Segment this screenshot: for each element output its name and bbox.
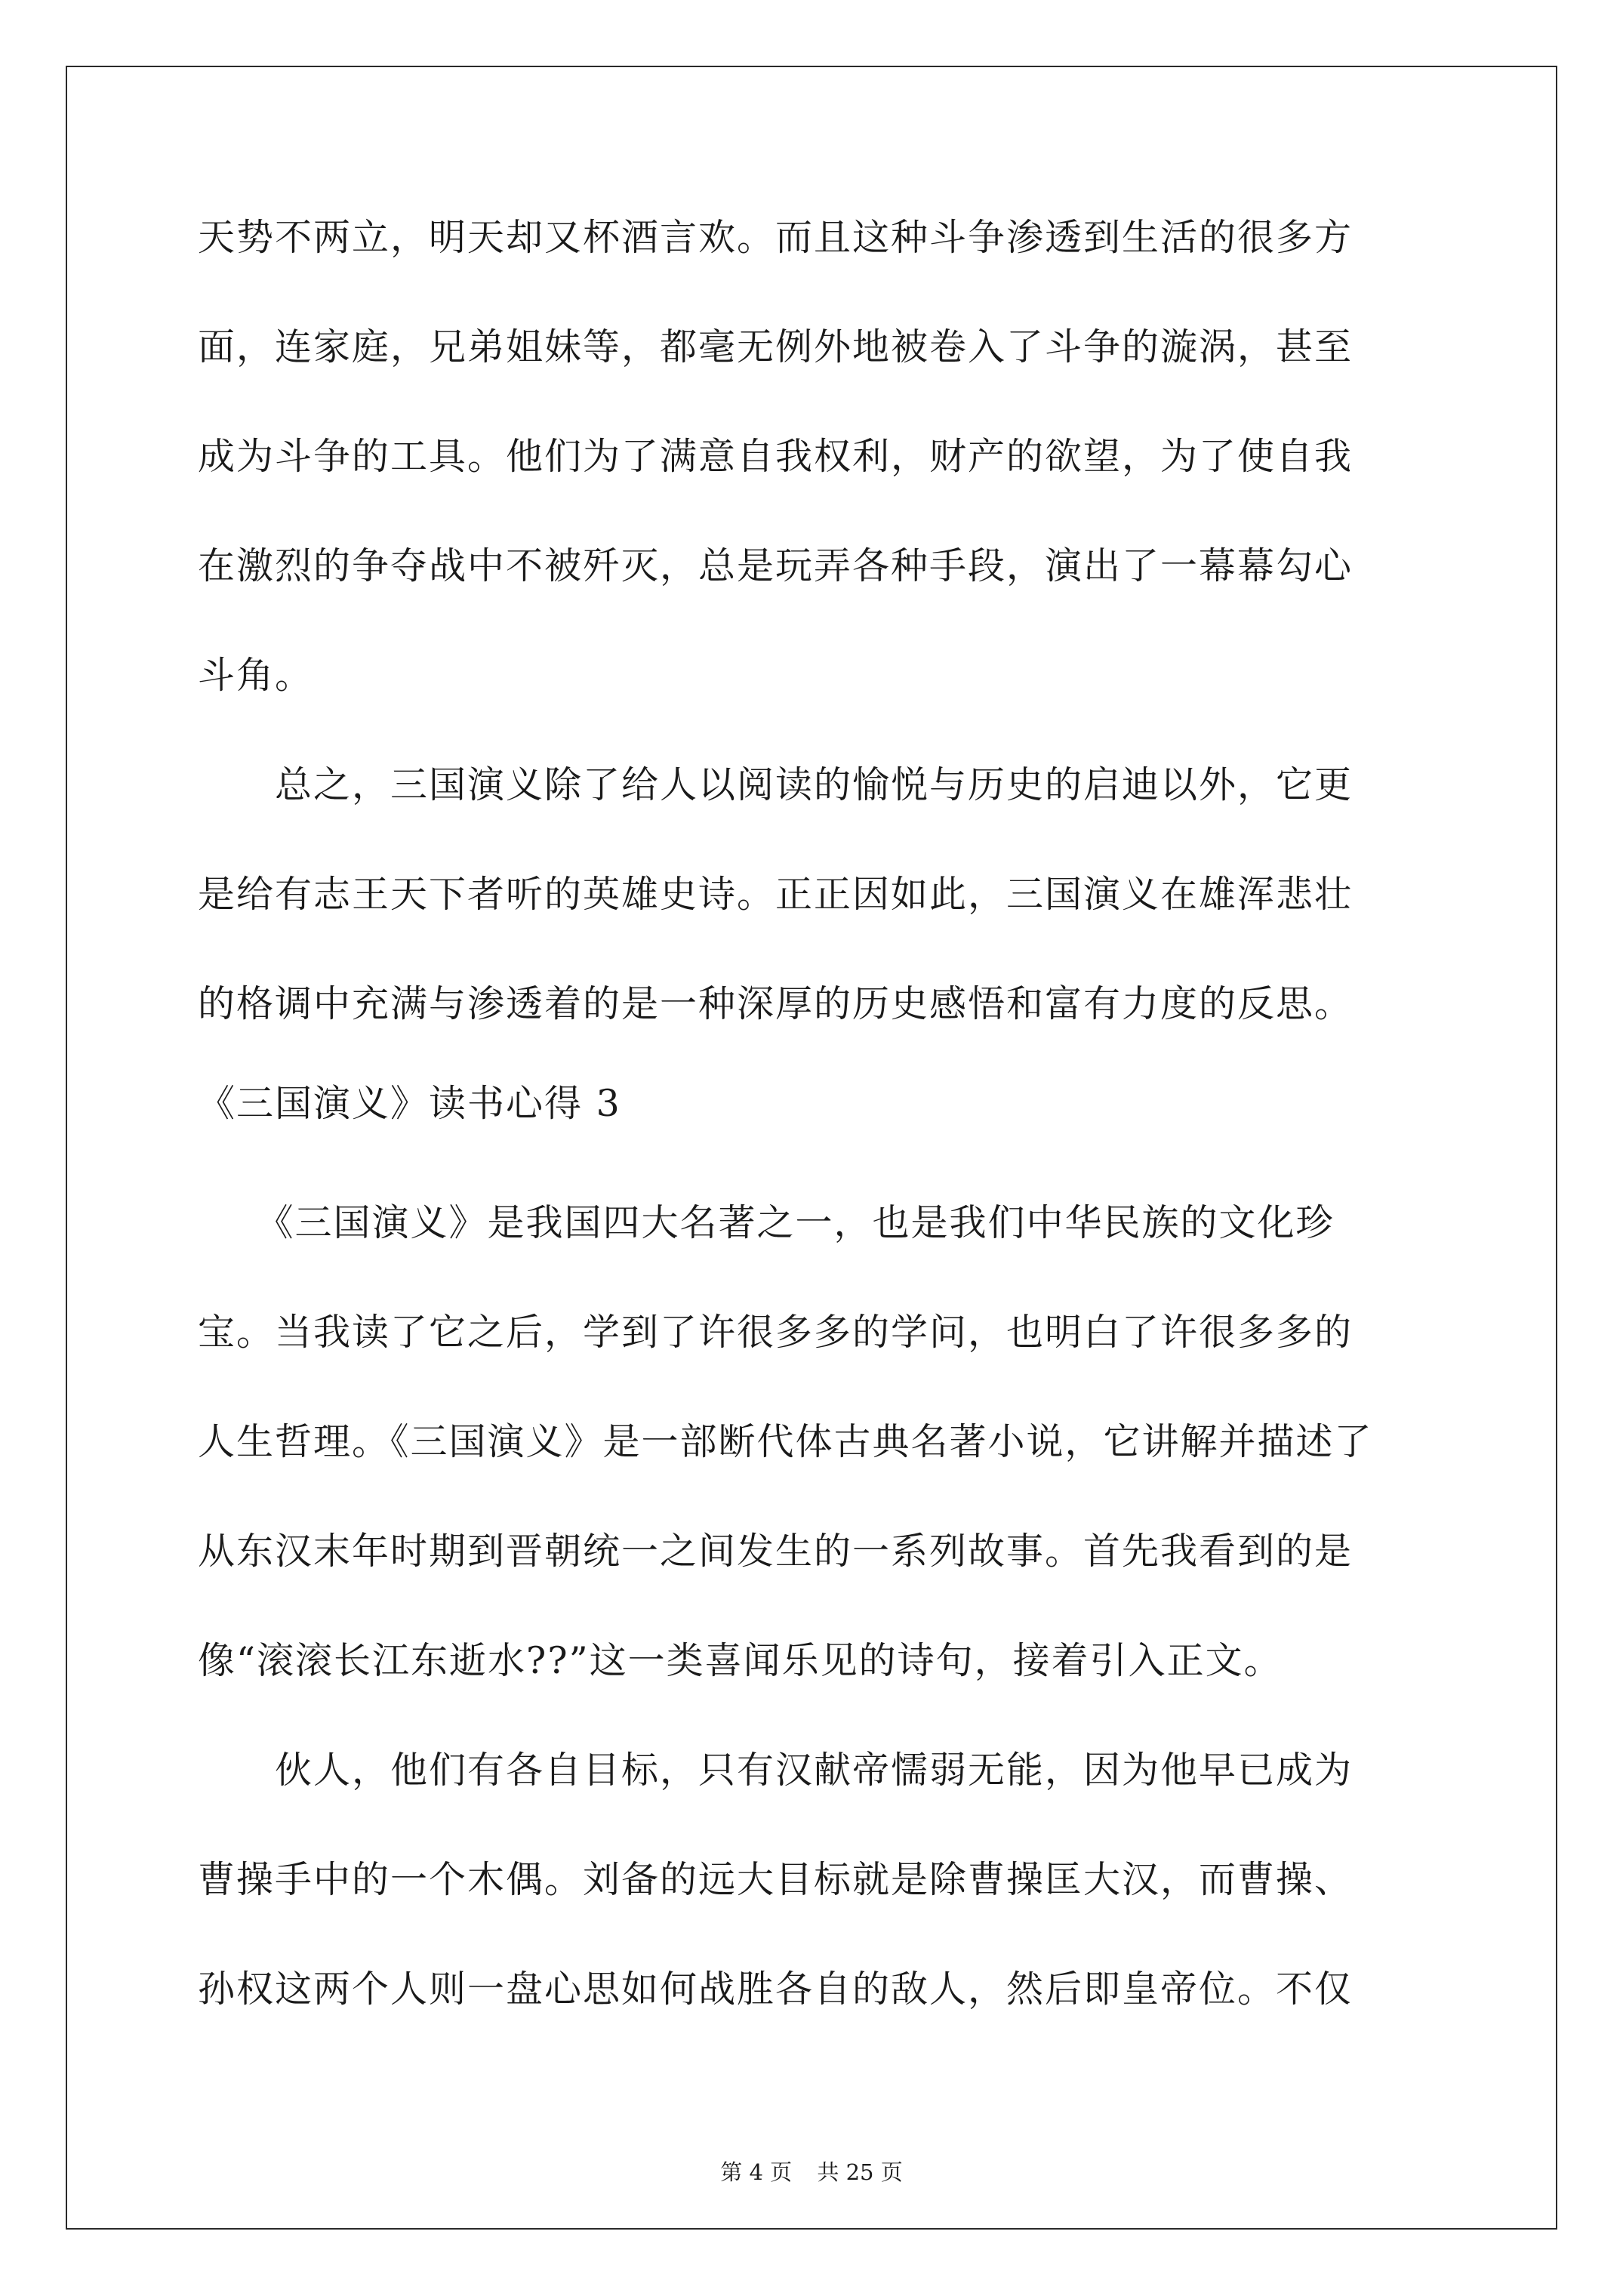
body-line: 斗角。 — [198, 654, 314, 697]
body-line: 孙权这两个人则一盘心思如何战胜各自的敌人，然后即皇帝位。不仅 — [198, 1968, 1354, 2011]
page-footer — [0, 2157, 1623, 2187]
body-line: 面，连家庭，兄弟姐妹等，都毫无例外地被卷入了斗争的漩涡，甚至 — [198, 325, 1354, 368]
body-line: 成为斗争的工具。他们为了满意自我权利，财产的欲望，为了使自我 — [198, 435, 1354, 478]
page-number: 第 4 页 — [720, 2159, 793, 2185]
body-line: 在激烈的争夺战中不被歼灭，总是玩弄各种手段，演出了一幕幕勾心 — [198, 544, 1354, 587]
body-line: 像“滚滚长江东逝水??”这一类喜闻乐见的诗句，接着引入正文。 — [198, 1639, 1283, 1682]
body-line: 天势不两立，明天却又杯酒言欢。而且这种斗争渗透到生活的很多方 — [198, 216, 1354, 259]
body-line: 曹操手中的一个木偶。刘备的远大目标就是除曹操匡大汉，而曹操、 — [198, 1858, 1354, 1901]
body-line: 《三国演义》是我国四大名著之一，也是我们中华民族的文化珍 — [198, 1201, 1335, 1244]
body-line: 的格调中充满与渗透着的是一种深厚的历史感悟和富有力度的反思。 — [198, 982, 1354, 1025]
body-line: 伙人，他们有各自目标，只有汉献帝懦弱无能，因为他早已成为 — [198, 1749, 1354, 1792]
page-total: 共 25 页 — [817, 2159, 903, 2185]
body-line: 从东汉末年时期到晋朝统一之间发生的一系列故事。首先我看到的是 — [198, 1530, 1354, 1573]
section-heading: 《三国演义》读书心得 3 — [198, 1082, 621, 1125]
body-line: 是给有志王天下者听的英雄史诗。正正因如此，三国演义在雄浑悲壮 — [198, 873, 1354, 916]
body-line: 宝。当我读了它之后，学到了许很多多的学问，也明白了许很多多的 — [198, 1311, 1354, 1354]
body-line: 总之，三国演义除了给人以阅读的愉悦与历史的启迪以外，它更 — [198, 763, 1354, 806]
page-border — [66, 66, 1557, 2230]
body-line: 人生哲理。《三国演义》是一部断代体古典名著小说，它讲解并描述了 — [198, 1420, 1373, 1463]
